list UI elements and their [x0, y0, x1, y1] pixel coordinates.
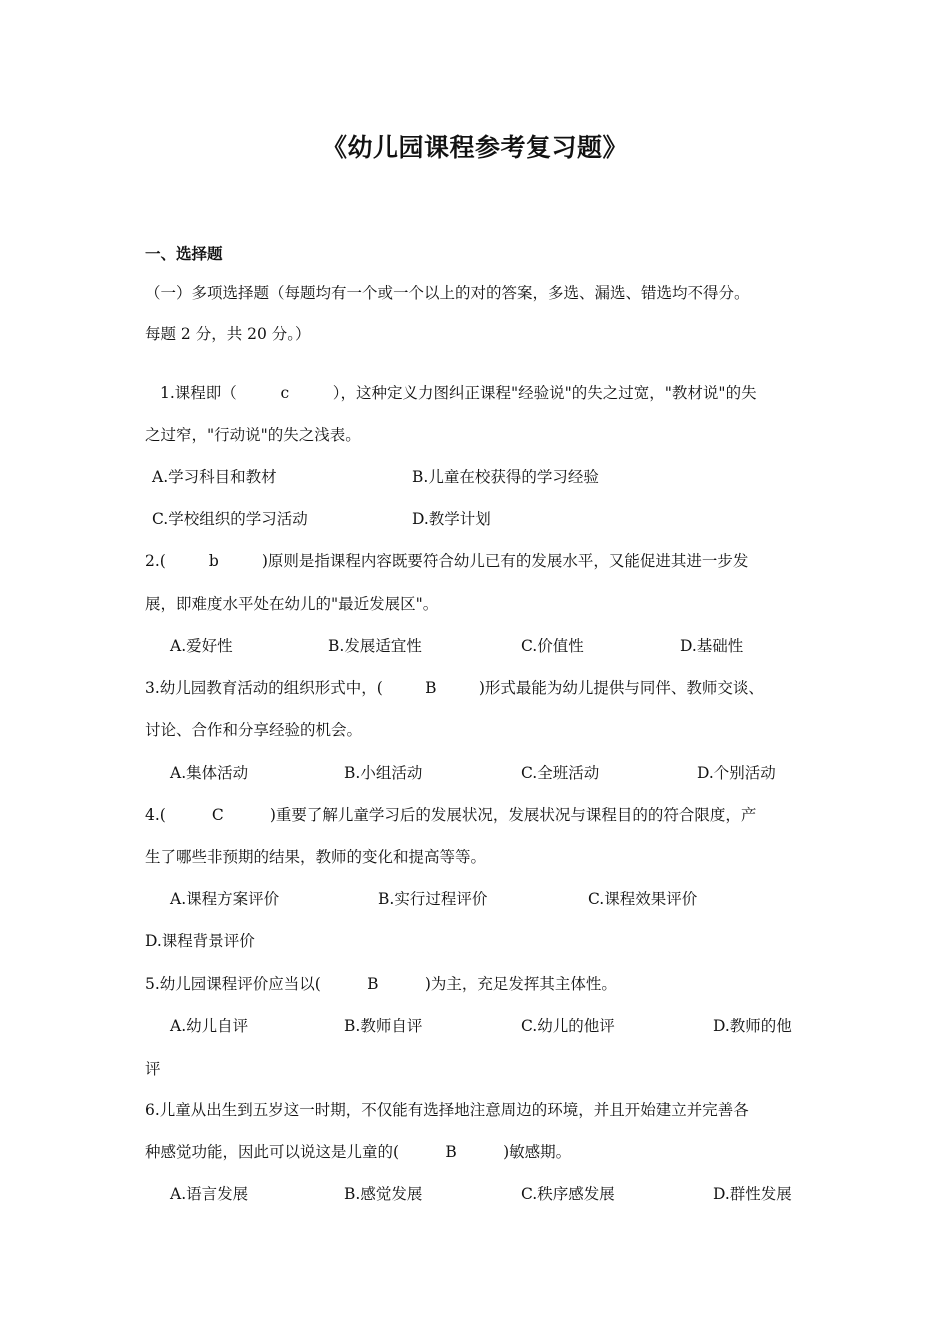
question-3-option-b: B.小组活动	[344, 764, 423, 782]
document-title: 《幼儿园课程参考复习题》	[321, 133, 628, 162]
question-5-prefix: 5.幼儿园课程评价应当以(	[145, 975, 321, 993]
question-2-option-b: B.发展适宜性	[328, 637, 422, 655]
question-1-option-d: D.教学计划	[412, 510, 491, 528]
question-1-option-a: A.学习科目和教材	[152, 468, 277, 486]
question-1-prefix: 1.课程即（	[160, 384, 237, 402]
question-2-prefix: 2.(	[145, 552, 166, 570]
question-1-stem-cont: 之过窄，"行动说"的失之浅表。	[145, 426, 361, 444]
question-1-option-b: B.儿童在校获得的学习经验	[412, 468, 599, 486]
question-3-suffix: )形式最能为幼儿提供与同伴、教师交谈、	[478, 679, 764, 697]
question-3-option-d: D.个别活动	[697, 764, 776, 782]
question-6-answer: B	[445, 1143, 457, 1161]
question-3-option-a: A.集体活动	[170, 764, 249, 782]
question-6-suffix: )敏感期。	[503, 1143, 572, 1161]
question-5-option-b: B.教师自评	[344, 1017, 423, 1035]
question-5-option-a: A.幼儿自评	[170, 1017, 249, 1035]
section-heading: 一、选择题	[145, 244, 223, 263]
question-3-stem	[145, 678, 764, 698]
question-5-option-d-cont: 评	[145, 1060, 161, 1078]
question-5-option-c: C.幼儿的他评	[521, 1017, 615, 1035]
question-3-answer: B	[425, 679, 437, 697]
question-5-option-d: D.教师的他	[713, 1017, 792, 1035]
question-6-stem: 6.儿童从出生到五岁这一时期，不仅能有选择地注意周边的环境，并且开始建立并完善各	[145, 1101, 749, 1119]
question-3-prefix: 3.幼儿园教育活动的组织形式中，(	[145, 679, 383, 697]
question-1-suffix: ），这种定义力图纠正课程"经验说"的失之过宽，"教材说"的失	[332, 384, 757, 402]
question-4-option-c: C.课程效果评价	[588, 890, 698, 908]
question-2-option-a: A.爱好性	[170, 637, 233, 655]
question-6-option-b: B.感觉发展	[344, 1185, 423, 1203]
question-5-answer: B	[367, 975, 379, 993]
question-2-stem-cont: 展，即难度水平处在幼儿的"最近发展区"。	[145, 595, 439, 613]
question-4-stem-cont: 生了哪些非预期的结果，教师的变化和提高等等。	[145, 848, 487, 866]
question-1-stem	[160, 383, 757, 403]
question-2-answer: b	[208, 552, 219, 570]
question-2-option-d: D.基础性	[680, 637, 744, 655]
question-4-option-a: A.课程方案评价	[170, 890, 280, 908]
question-4-answer: C	[211, 806, 224, 824]
question-4-prefix: 4.(	[145, 806, 166, 824]
question-6-option-a: A.语言发展	[170, 1185, 249, 1203]
question-1-answer: c	[280, 384, 290, 402]
question-4-stem	[145, 805, 756, 825]
question-2-option-c: C.价值性	[521, 637, 584, 655]
question-3-stem-cont: 讨论、合作和分享经验的机会。	[145, 721, 363, 739]
question-3-option-c: C.全班活动	[521, 764, 600, 782]
question-5-suffix: )为主，充足发挥其主体性。	[424, 975, 617, 993]
intro-line-1: （一）多项选择题（每题均有一个或一个以上的对的答案，多选、漏选、错选均不得分。	[145, 284, 750, 302]
question-1-option-c: C.学校组织的学习活动	[152, 510, 308, 528]
question-6-option-c: C.秩序感发展	[521, 1185, 615, 1203]
question-4-option-b: B.实行过程评价	[378, 890, 488, 908]
question-4-option-d: D.课程背景评价	[145, 932, 255, 950]
question-6-prefix: 种感觉功能，因此可以说这是儿童的(	[145, 1143, 400, 1161]
question-4-suffix: )重要了解儿童学习后的发展状况，发展状况与课程目的的符合限度，产	[269, 806, 757, 824]
question-5-stem	[145, 974, 617, 994]
question-2-suffix: )原则是指课程内容既要符合幼儿已有的发展水平，又能促进其进一步发	[261, 552, 749, 570]
question-6-option-d: D.群性发展	[713, 1185, 792, 1203]
question-6-stem-cont	[145, 1142, 571, 1162]
intro-line-2: 每题 2 分，共 20 分。）	[145, 325, 311, 343]
question-2-stem	[145, 551, 748, 571]
